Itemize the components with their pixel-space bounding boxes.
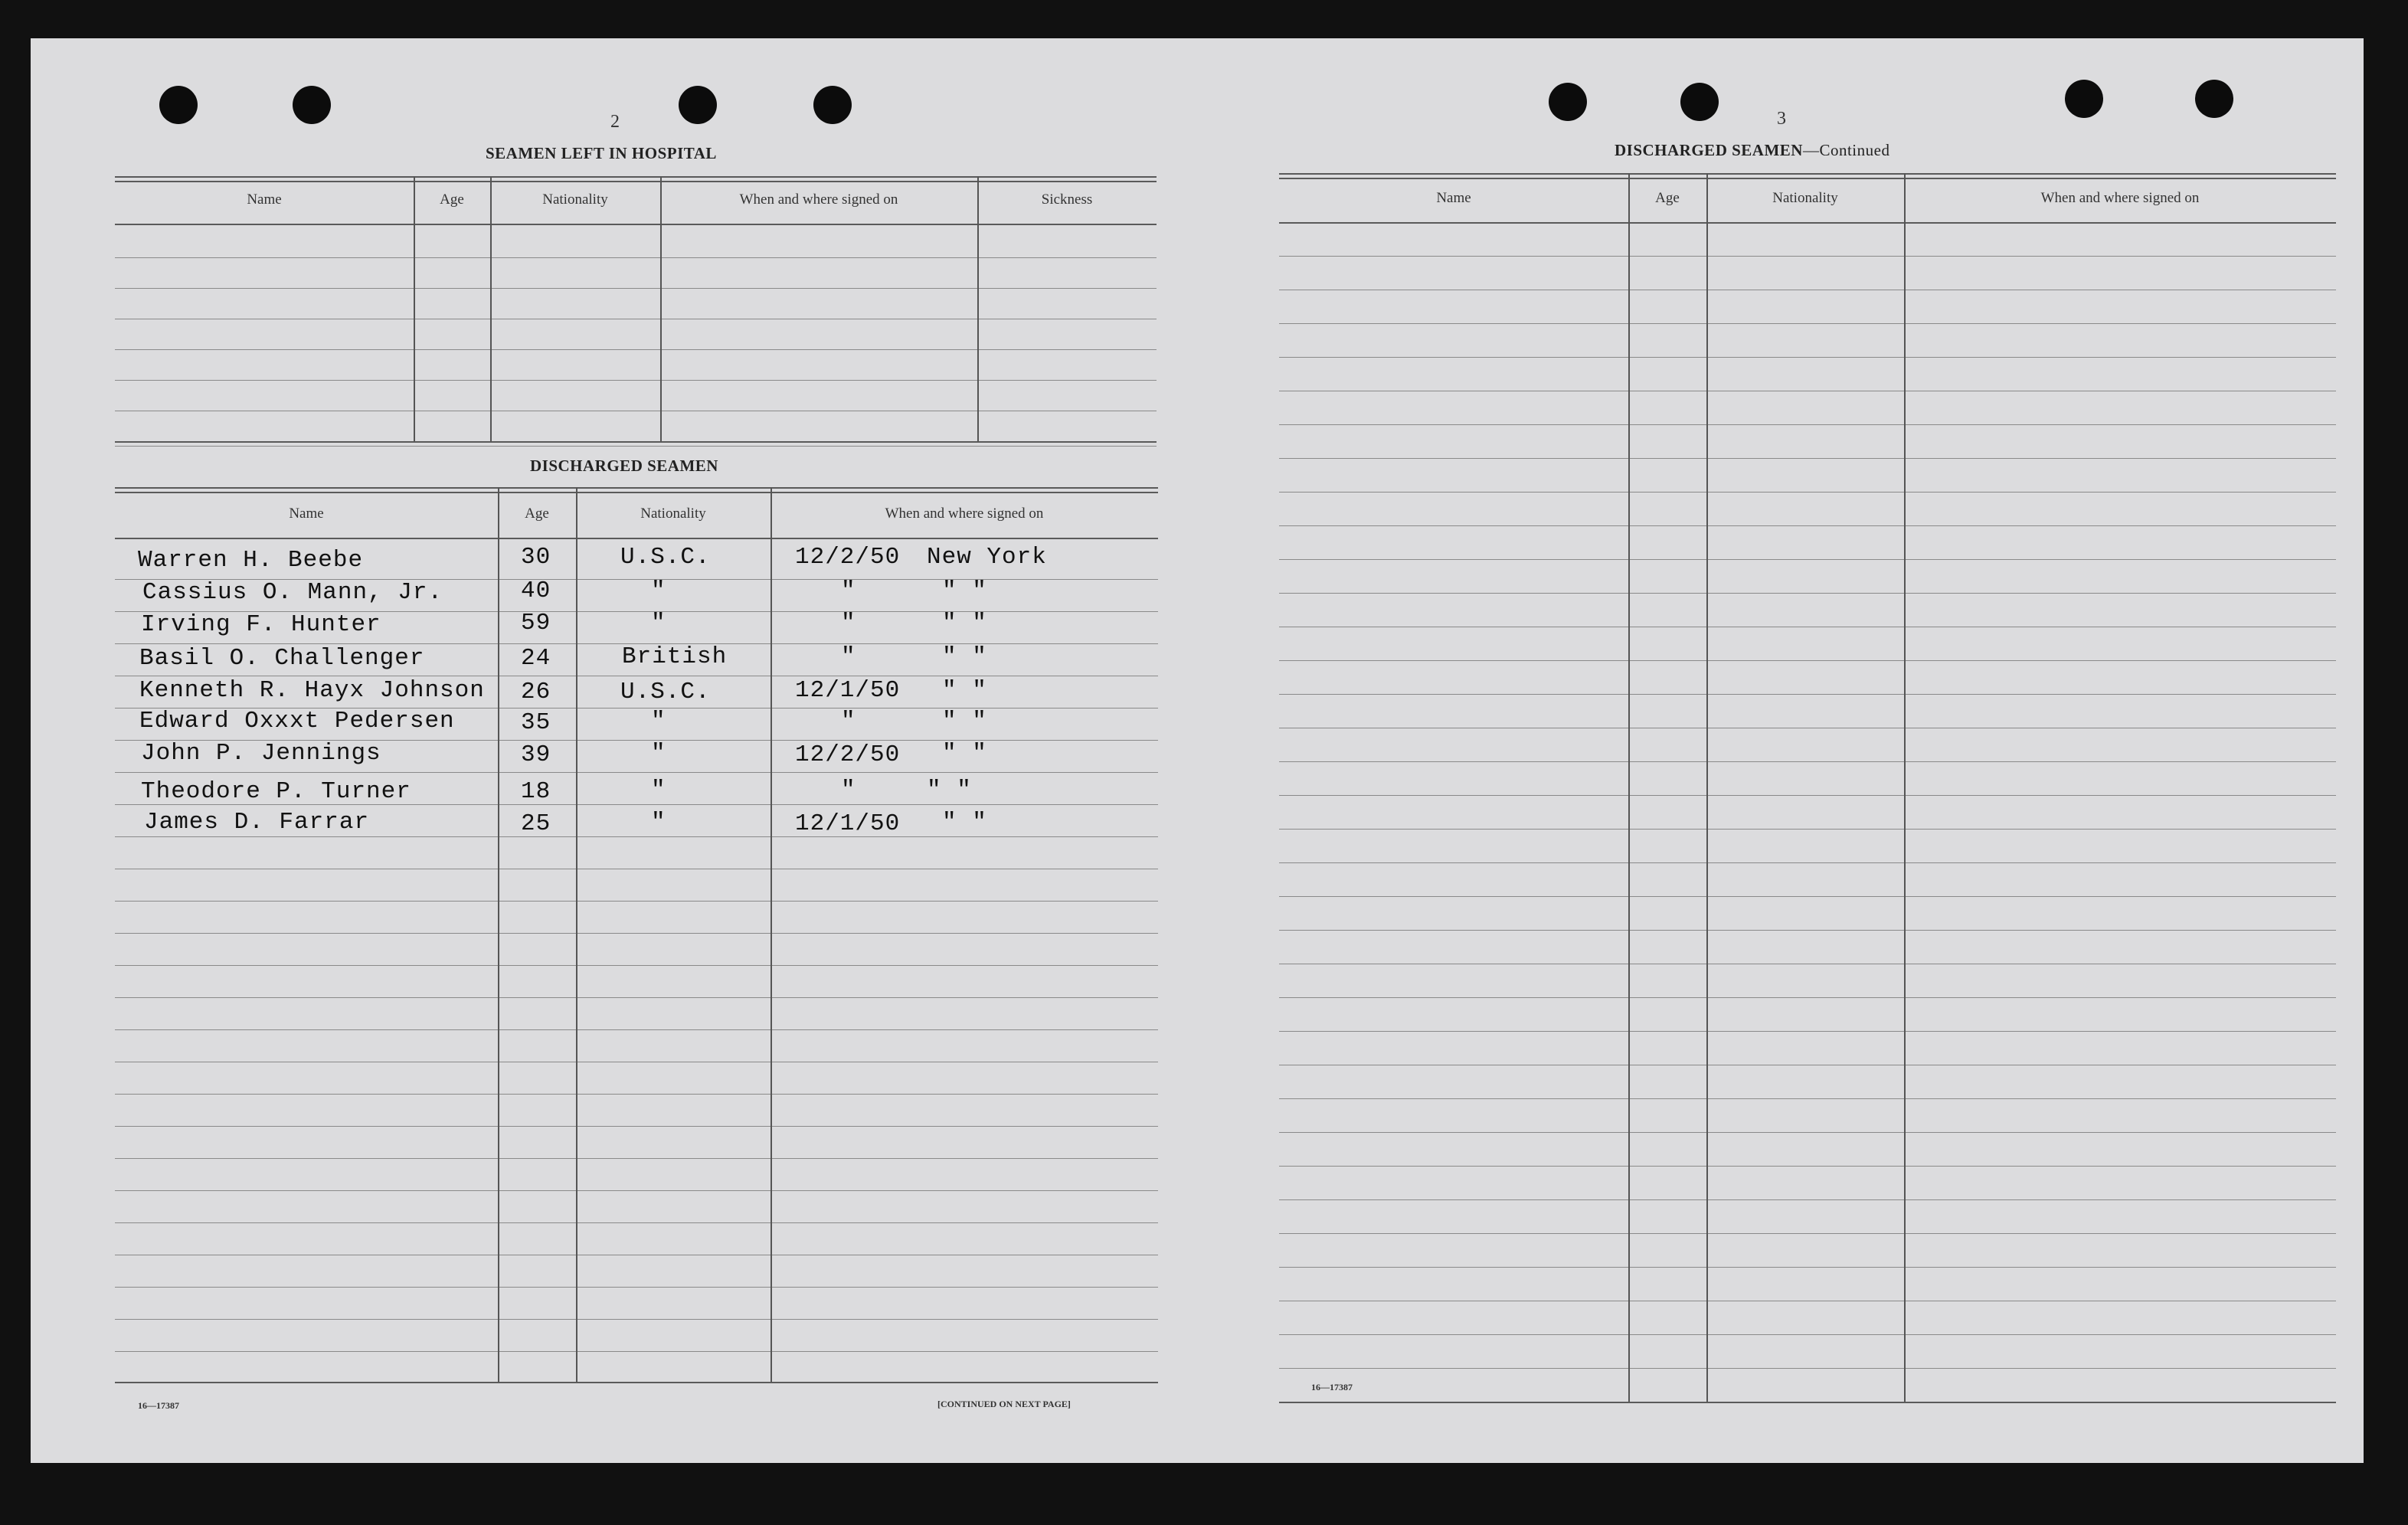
- discharged-header-age: Age: [525, 506, 549, 522]
- hospital-header-signed-on: When and where signed on: [739, 191, 898, 208]
- signed-on-date: 12/2/50: [795, 741, 901, 768]
- continued-header-name: Name: [1436, 190, 1471, 206]
- signed-on-place: New York: [927, 544, 1047, 571]
- seaman-nationality: ": [651, 578, 666, 604]
- seaman-name: Basil O. Challenger: [139, 645, 425, 672]
- punch-hole-6: [1680, 83, 1719, 121]
- continued-header-age: Age: [1655, 190, 1680, 206]
- seaman-age: 39: [521, 741, 551, 768]
- seaman-name: John P. Jennings: [141, 740, 381, 767]
- signed-on-place: " ": [942, 740, 987, 767]
- seaman-name: Warren H. Beebe: [138, 547, 364, 574]
- left-form-number: 16—17387: [138, 1400, 179, 1411]
- seaman-name: Theodore P. Turner: [141, 778, 411, 805]
- document-sheet: [31, 38, 2364, 1463]
- left-page-number: 2: [610, 112, 620, 132]
- signed-on-date: 12/1/50: [795, 677, 901, 704]
- continued-header-nationality: Nationality: [1772, 190, 1838, 206]
- seaman-age: 30: [521, 544, 551, 571]
- discharged-continued-table: [1279, 173, 2336, 1429]
- hospital-header-age: Age: [440, 191, 464, 208]
- punch-hole-7: [2065, 80, 2103, 118]
- hospital-header-name: Name: [247, 191, 282, 208]
- seaman-nationality: British: [622, 643, 728, 670]
- signed-on-place: " ": [942, 708, 987, 735]
- hospital-header-sickness: Sickness: [1041, 191, 1093, 208]
- punch-hole-8: [2195, 80, 2233, 118]
- signed-on-place: " ": [942, 643, 987, 670]
- punch-hole-2: [293, 86, 331, 124]
- seaman-nationality: U.S.C.: [620, 679, 711, 705]
- punch-hole-4: [813, 86, 852, 124]
- punch-hole-1: [159, 86, 198, 124]
- signed-on-date: ": [841, 708, 856, 735]
- right-form-number: 16—17387: [1311, 1382, 1353, 1392]
- seaman-age: 18: [521, 778, 551, 805]
- signed-on-place: " ": [942, 809, 987, 836]
- signed-on-date: ": [841, 578, 856, 604]
- right-title-suffix: —Continued: [1802, 141, 1890, 159]
- hospital-header-nationality: Nationality: [542, 191, 608, 208]
- seaman-name: Kenneth R. Hayx Johnson: [139, 677, 485, 704]
- seaman-nationality: ": [651, 740, 666, 767]
- hospital-table: [115, 176, 1157, 483]
- seaman-nationality: U.S.C.: [620, 544, 711, 571]
- seaman-age: 24: [521, 645, 551, 672]
- signed-on-place: " ": [942, 677, 987, 704]
- seaman-nationality: ": [651, 777, 666, 803]
- seaman-name: Irving F. Hunter: [141, 611, 381, 638]
- seaman-name: Cassius O. Mann, Jr.: [142, 579, 443, 606]
- seaman-age: 40: [521, 578, 551, 604]
- continued-header-signed-on: When and where signed on: [2040, 190, 2200, 206]
- right-page-title: [1615, 141, 1889, 160]
- punch-hole-3: [679, 86, 717, 124]
- seaman-name: James D. Farrar: [144, 809, 370, 836]
- discharged-section-title: DISCHARGED SEAMEN: [530, 457, 718, 475]
- discharged-header-nationality: Nationality: [640, 506, 706, 522]
- right-title-main: DISCHARGED SEAMEN: [1615, 141, 1803, 159]
- seaman-nationality: ": [651, 610, 666, 637]
- right-page-number: 3: [1777, 109, 1786, 129]
- seaman-name: Edward Oxxxt Pedersen: [139, 708, 455, 735]
- continued-note: [CONTINUED ON NEXT PAGE]: [937, 1399, 1071, 1409]
- signed-on-date: 12/1/50: [795, 810, 901, 837]
- signed-on-date: 12/2/50: [795, 544, 901, 571]
- seaman-age: 25: [521, 810, 551, 837]
- discharged-header-signed-on: When and where signed on: [885, 506, 1044, 522]
- seaman-nationality: ": [651, 708, 666, 735]
- discharged-header-name: Name: [289, 506, 324, 522]
- signed-on-date: ": [841, 610, 856, 637]
- seaman-age: 35: [521, 709, 551, 736]
- hospital-section-title: SEAMEN LEFT IN HOSPITAL: [486, 144, 717, 162]
- seaman-age: 26: [521, 679, 551, 705]
- discharged-table: [115, 487, 1158, 1429]
- signed-on-place: " ": [927, 777, 972, 803]
- signed-on-place: " ": [942, 578, 987, 604]
- punch-hole-5: [1549, 83, 1587, 121]
- signed-on-place: " ": [942, 610, 987, 637]
- seaman-age: 59: [521, 610, 551, 637]
- seaman-nationality: ": [651, 809, 666, 836]
- signed-on-date: ": [841, 643, 856, 670]
- signed-on-date: ": [841, 777, 856, 803]
